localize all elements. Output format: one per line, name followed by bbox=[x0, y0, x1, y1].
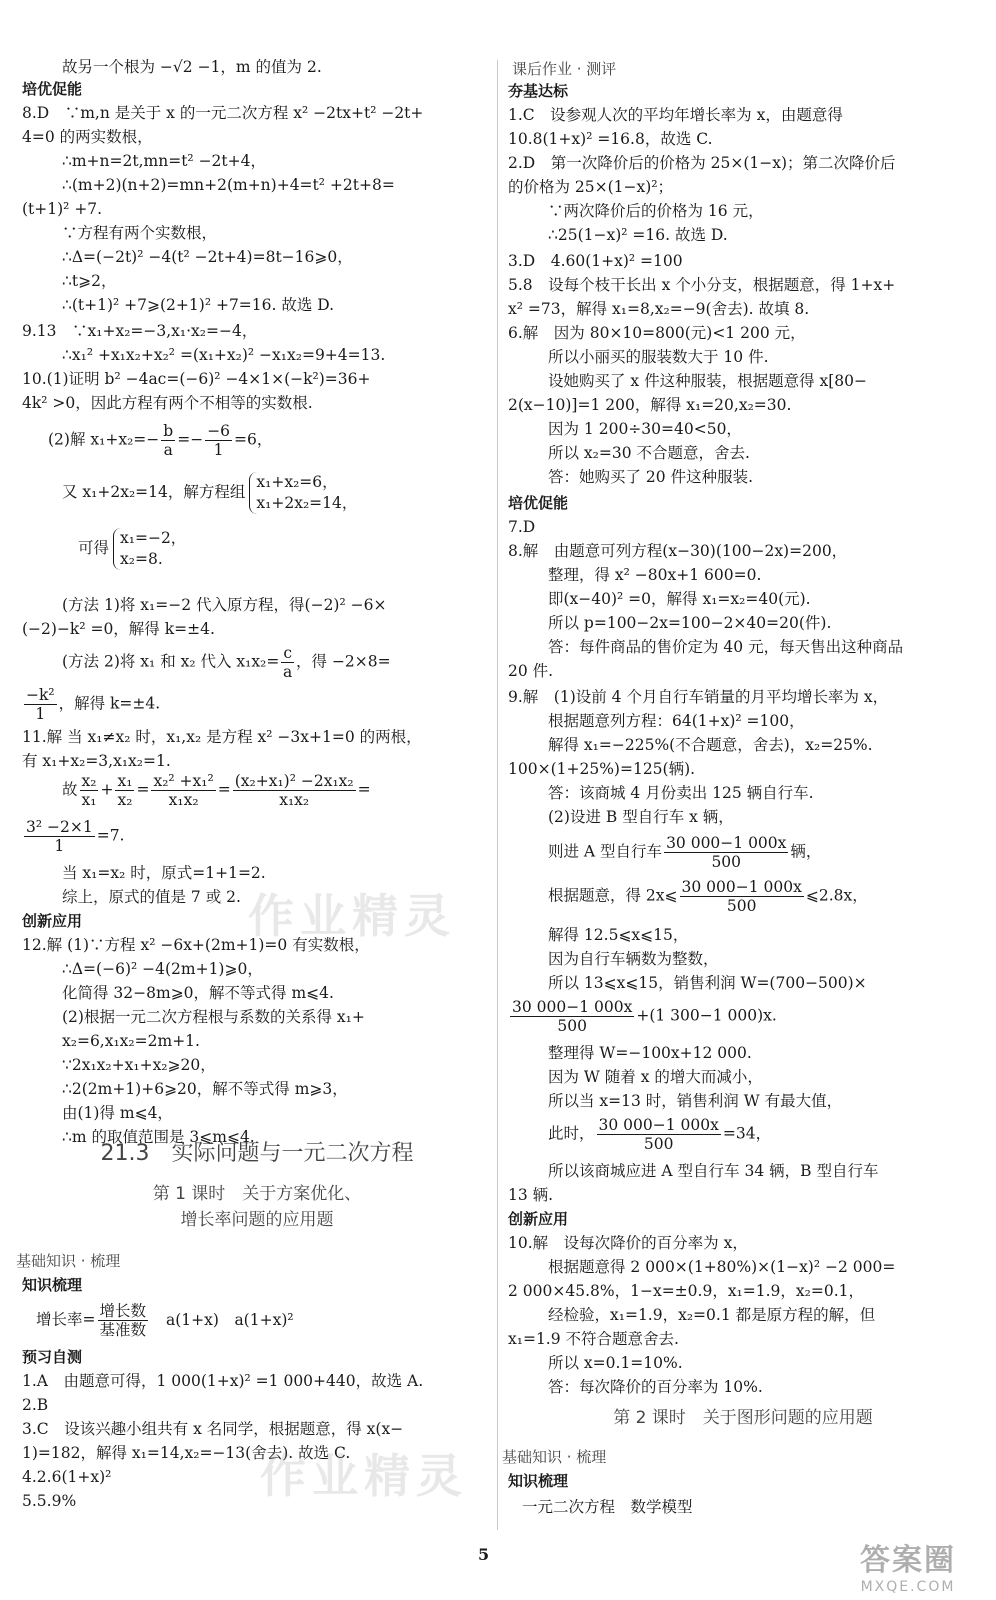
fraction bbox=[510, 998, 634, 1035]
text-line: 因为自行车辆数为整数， bbox=[548, 950, 719, 968]
numerator: c bbox=[283, 644, 293, 662]
text-fragment: =34， bbox=[722, 1124, 772, 1143]
formula-line bbox=[48, 422, 272, 459]
text-line: 所以 x=0.1=10%. bbox=[548, 1354, 683, 1372]
fraction bbox=[205, 422, 232, 459]
text-line: 答：每件商品的售价定为 40 元，每天售出这种商品 bbox=[548, 638, 904, 656]
text-fragment: = bbox=[357, 780, 371, 799]
text-line: 整理，得 x² −80x+1 600=0. bbox=[548, 566, 762, 584]
formula-line bbox=[548, 834, 821, 871]
text-line: 解得 x₁=−225%(不合题意，舍去)，x₂=25%. bbox=[548, 736, 873, 754]
text-line: 8.解 由题意可列方程(x−30)(100−2x)=200， bbox=[508, 542, 848, 560]
text-line: (−2)−k² =0，解得 k=±4. bbox=[22, 620, 215, 638]
section-heading: 知识梳理 bbox=[22, 1276, 83, 1294]
numerator: 30 000−1 000x bbox=[681, 878, 802, 896]
text-line: ∴x₁² +x₁x₂+x₂² =(x₁+x₂)² −x₁x₂=9+4=13. bbox=[62, 346, 386, 364]
text-line: ∴m+n=2t,mn=t² −2t+4， bbox=[62, 152, 266, 170]
fraction bbox=[597, 1116, 721, 1153]
text-line: 答：她购买了 20 件这种服装. bbox=[548, 468, 754, 486]
denominator: x₁ bbox=[81, 791, 97, 809]
text-fragment: 又 x₁+2x₂=14，解方程组 bbox=[62, 483, 246, 501]
formula-line bbox=[62, 772, 371, 809]
text-line: ∴Δ=(−2t)² −4(t² −2t+4)=8t−16⩾0， bbox=[62, 248, 353, 266]
column-divider bbox=[497, 60, 498, 1530]
denominator: 500 bbox=[643, 1135, 674, 1153]
text-line: x² =73，解得 x₁=8,x₂=−9(舍去). 故填 8. bbox=[508, 300, 810, 318]
text-line: 答：每次降价的百分率为 10%. bbox=[548, 1378, 763, 1396]
lesson-title: 增长率问题的应用题 bbox=[180, 1210, 334, 1230]
formula-line bbox=[548, 1116, 771, 1153]
formula-line bbox=[78, 528, 186, 570]
text-line: 综上，原式的值是 7 或 2. bbox=[62, 888, 241, 906]
text-line: ∵两次降价后的价格为 16 元， bbox=[548, 202, 764, 220]
equation: x₁+2x₂=14， bbox=[256, 494, 358, 512]
band-label: 基础知识 · 梳理 bbox=[16, 1252, 121, 1270]
text-line: 3.D 4.60(1+x)² =100 bbox=[508, 252, 683, 270]
formula-line bbox=[62, 472, 357, 514]
text-line: 1)=182，解得 x₁=14,x₂=−13(舍去). 故选 C. bbox=[22, 1444, 351, 1462]
numerator: −k² bbox=[26, 686, 55, 704]
equation-system bbox=[249, 472, 357, 514]
denominator: 500 bbox=[726, 897, 757, 915]
text-fragment: +(1 300−1 000)x. bbox=[636, 1006, 777, 1025]
denominator: 1 bbox=[213, 441, 224, 459]
logo-text: 答案圈 bbox=[860, 1543, 956, 1578]
text-line: 13 辆. bbox=[508, 1186, 554, 1204]
numerator: (x₂+x₁)² −2x₁x₂ bbox=[234, 772, 354, 790]
text-line: 4k² >0，因此方程有两个不相等的实数根. bbox=[22, 394, 313, 412]
site-logo bbox=[860, 1535, 956, 1595]
text-fragment: 此时， bbox=[548, 1124, 595, 1143]
text-line: ∴t⩾2， bbox=[62, 272, 117, 290]
numerator: b bbox=[163, 422, 174, 440]
band-label: 课后作业 · 测评 bbox=[512, 60, 617, 78]
text-line: 解得 12.5⩽x⩽15， bbox=[548, 926, 689, 944]
text-fragment: (2)解 x₁+x₂=− bbox=[48, 430, 160, 449]
text-line: 4.2.6(1+x)² bbox=[22, 1468, 112, 1486]
denominator: x₁x₂ bbox=[279, 791, 310, 809]
text-line: 5.5.9% bbox=[22, 1492, 77, 1510]
text-line: 即(x−40)² =0，解得 x₁=x₂=40(元). bbox=[548, 590, 811, 608]
numerator: 30 000−1 000x bbox=[598, 1116, 719, 1134]
text-line: 当 x₁=x₂ 时，原式=1+1=2. bbox=[62, 864, 266, 882]
denominator: 1 bbox=[54, 837, 65, 855]
numerator: 30 000−1 000x bbox=[666, 834, 787, 852]
formula-line bbox=[22, 818, 124, 855]
text-fragment: 增长率= bbox=[36, 1310, 96, 1329]
text-line: 9.13 ∵x₁+x₂=−3,x₁·x₂=−4， bbox=[22, 322, 258, 340]
denominator: x₁x₂ bbox=[168, 791, 199, 809]
text-fragment: = bbox=[136, 780, 150, 799]
text-line: ∴m 的取值范围是 3⩽m⩽4. bbox=[62, 1128, 255, 1146]
denominator: 500 bbox=[557, 1017, 587, 1035]
equation: x₂=8. bbox=[120, 550, 163, 568]
numerator: 3² −2×1 bbox=[26, 818, 93, 836]
section-heading: 知识梳理 bbox=[508, 1472, 569, 1490]
text-line: 整理得 W=−100x+12 000. bbox=[548, 1044, 752, 1062]
numerator: 30 000−1 000x bbox=[512, 998, 633, 1016]
text-fragment: ，解得 k=±4. bbox=[58, 694, 161, 713]
lesson-title: 第 1 课时 关于方案优化、 bbox=[152, 1184, 362, 1204]
text-line: 一元二次方程 数学模型 bbox=[522, 1498, 693, 1516]
text-line: ∴25(1−x)² =16. 故选 D. bbox=[548, 226, 728, 244]
denominator: 基准数 bbox=[99, 1321, 147, 1339]
fraction bbox=[24, 818, 95, 855]
fraction bbox=[98, 1302, 149, 1339]
text-line: x₂=6,x₁x₂=2m+1. bbox=[62, 1032, 200, 1050]
text-line: x₁=1.9 不符合题意舍去. bbox=[508, 1330, 679, 1348]
text-fragment: = bbox=[217, 780, 231, 799]
formula-line bbox=[548, 878, 868, 915]
lesson-title: 第 2 课时 关于图形问题的应用题 bbox=[613, 1408, 873, 1428]
numerator: 增长数 bbox=[99, 1302, 147, 1320]
fraction bbox=[115, 772, 134, 809]
text-line: 2 000×45.8%，1−x=±0.9，x₁=1.9，x₂=0.1， bbox=[508, 1282, 865, 1300]
text-line: 所以 x₂=30 不合题意，舍去. bbox=[548, 444, 750, 462]
text-line: ∴(m+2)(n+2)=mn+2(m+n)+4=t² +2t+8= bbox=[62, 176, 395, 194]
text-fragment: =7. bbox=[96, 826, 125, 845]
text-line: 1.C 设参观人次的平均年增长率为 x，由题意得 bbox=[508, 106, 843, 124]
text-line: 经检验，x₁=1.9，x₂=0.1 都是原方程的解，但 bbox=[548, 1306, 876, 1324]
text-line: 2.B bbox=[22, 1396, 49, 1414]
text-line: 2.D 第一次降价后的价格为 25×(1−x)；第二次降价后 bbox=[508, 154, 896, 172]
text-line: ∴Δ=(−6)² −4(2m+1)⩾0， bbox=[62, 960, 263, 978]
text-line: 所以 p=100−2x=100−2×40=20(件). bbox=[548, 614, 832, 632]
text-fragment: 故 bbox=[62, 780, 78, 799]
text-line: 10.8(1+x)² =16.8，故选 C. bbox=[508, 130, 713, 148]
watermark: 作业精灵 bbox=[260, 1449, 468, 1503]
fraction bbox=[233, 772, 356, 809]
text-line: 因为 W 随着 x 的增大而减小， bbox=[548, 1068, 763, 1086]
text-line: 化简得 32−8m⩾0，解不等式得 m⩽4. bbox=[62, 984, 334, 1002]
numerator: x₂ bbox=[81, 772, 97, 790]
text-line: 由(1)得 m⩽4， bbox=[62, 1104, 173, 1122]
text-line: 5.8 设每个枝干长出 x 个小分支，根据题意，得 1+x+ bbox=[508, 276, 896, 294]
text-line: (2)根据一元二次方程根与系数的关系得 x₁+ bbox=[62, 1008, 365, 1026]
text-fragment: ，得 −2×8= bbox=[296, 652, 391, 671]
text-line: ∵2x₁x₂+x₁+x₂⩾20， bbox=[62, 1056, 216, 1074]
formula-line bbox=[62, 644, 391, 681]
logo-url: MXQE.COM bbox=[860, 1579, 956, 1595]
numerator: −6 bbox=[207, 422, 231, 440]
text-line: 因为 1 200÷30=40<50， bbox=[548, 420, 742, 438]
text-line: (方法 1)将 x₁=−2 代入原方程，得(−2)² −6× bbox=[62, 596, 387, 614]
text-line: 10.(1)证明 b² −4ac=(−6)² −4×1×(−k²)=36+ bbox=[22, 370, 371, 388]
section-title: 21.3 实际问题与一元二次方程 bbox=[100, 1141, 414, 1166]
text-line: 3.C 设该兴趣小组共有 x 名同学，根据题意，得 x(x− bbox=[22, 1420, 404, 1438]
section-heading: 创新应用 bbox=[508, 1210, 569, 1228]
text-line: 100×(1+25%)=125(辆). bbox=[508, 760, 696, 778]
fraction bbox=[24, 686, 57, 723]
text-line: (t+1)² +7. bbox=[22, 200, 103, 218]
text-line: 6.解 因为 80×10=800(元)<1 200 元， bbox=[508, 324, 806, 342]
denominator: 1 bbox=[35, 705, 46, 723]
fraction bbox=[151, 772, 215, 809]
text-line: 11.解 当 x₁≠x₂ 时，x₁,x₂ 是方程 x² −3x+1=0 的两根， bbox=[22, 728, 422, 746]
text-line: 10.解 设每次降价的百分率为 x， bbox=[508, 1234, 748, 1252]
text-line: 的价格为 25×(1−x)²； bbox=[508, 178, 674, 196]
fraction bbox=[281, 644, 294, 681]
denominator: a bbox=[163, 441, 173, 459]
text-line: 2(x−10)]=1 200，解得 x₁=20,x₂=30. bbox=[508, 396, 792, 414]
text-line: 根据题意列方程：64(1+x)² =100， bbox=[548, 712, 805, 730]
text-fragment: a(1+x) a(1+x)² bbox=[166, 1310, 294, 1329]
text-fragment: =− bbox=[177, 430, 204, 449]
numerator: x₂² +x₁² bbox=[153, 772, 214, 790]
numerator: x₁ bbox=[117, 772, 133, 790]
text-fragment: ⩽2.8x， bbox=[805, 886, 868, 905]
text-line: ∵方程有两个实数根， bbox=[62, 224, 218, 242]
formula-line bbox=[22, 686, 160, 723]
text-line: 设她购买了 x 件这种服装，根据题意得 x[80− bbox=[548, 372, 868, 390]
text-line: 有 x₁+x₂=3,x₁x₂=1. bbox=[22, 752, 171, 770]
text-line: 8.D ∵m,n 是关于 x 的一元二次方程 x² −2tx+t² −2t+ bbox=[22, 104, 424, 122]
text-fragment: + bbox=[100, 780, 114, 799]
fraction bbox=[161, 422, 175, 459]
text-fragment: =6， bbox=[234, 430, 273, 449]
band-label: 基础知识 · 梳理 bbox=[502, 1448, 607, 1466]
fraction bbox=[80, 772, 99, 809]
equation-system bbox=[113, 528, 186, 570]
section-heading: 夯基达标 bbox=[508, 82, 569, 100]
fraction bbox=[680, 878, 804, 915]
text-line: 答：该商城 4 月份卖出 125 辆自行车. bbox=[548, 784, 814, 802]
text-line: 12.解 (1)∵方程 x² −6x+(2m+1)=0 有实数根， bbox=[22, 936, 370, 954]
text-fragment: 可得 bbox=[78, 539, 110, 557]
denominator: a bbox=[283, 663, 293, 681]
text-line: 根据题意得 2 000×(1+80%)×(1−x)² −2 000= bbox=[548, 1258, 896, 1276]
text-line: 所以该商城应进 A 型自行车 34 辆，B 型自行车 bbox=[548, 1162, 879, 1180]
text-line: ∴2(2m+1)+6⩾20，解不等式得 m⩾3， bbox=[62, 1080, 348, 1098]
section-heading: 培优促能 bbox=[508, 494, 569, 512]
text-line: 9.解 (1)设前 4 个月自行车销量的月平均增长率为 x， bbox=[508, 688, 889, 706]
text-line: ∴(t+1)² +7⩾(2+1)² +7=16. 故选 D. bbox=[62, 296, 335, 314]
formula-line bbox=[508, 998, 777, 1035]
text-line: 故另一个根为 −√2 −1，m 的值为 2. bbox=[62, 58, 322, 76]
text-line: 所以小丽买的服装数大于 10 件. bbox=[548, 348, 769, 366]
text-fragment: 根据题意，得 2x⩽ bbox=[548, 886, 678, 905]
text-line: 1.A 由题意可得，1 000(1+x)² =1 000+440，故选 A. bbox=[22, 1372, 424, 1390]
text-fragment: (方法 2)将 x₁ 和 x₂ 代入 x₁x₂= bbox=[62, 652, 280, 671]
watermark: 作业精灵 bbox=[248, 889, 456, 943]
formula-line bbox=[36, 1302, 294, 1339]
equation: x₁=−2， bbox=[120, 529, 187, 547]
text-line: 所以 13⩽x⩽15，销售利润 W=(700−500)× bbox=[548, 974, 867, 992]
section-heading: 培优促能 bbox=[22, 80, 83, 98]
text-line: 4=0 的两实数根， bbox=[22, 128, 153, 146]
text-line: 20 件. bbox=[508, 662, 554, 680]
equation: x₁+x₂=6， bbox=[256, 473, 338, 491]
text-line: 所以当 x=13 时，销售利润 W 有最大值， bbox=[548, 1092, 843, 1110]
denominator: x₂ bbox=[117, 791, 133, 809]
text-line: (2)设进 B 型自行车 x 辆， bbox=[548, 808, 734, 826]
text-fragment: 辆， bbox=[790, 842, 822, 861]
section-heading: 预习自测 bbox=[22, 1348, 83, 1366]
section-heading: 创新应用 bbox=[22, 912, 83, 930]
page-number: 5 bbox=[478, 1545, 490, 1564]
text-line: 7.D bbox=[508, 518, 536, 536]
denominator: 500 bbox=[711, 853, 742, 871]
text-fragment: 则进 A 型自行车 bbox=[548, 842, 663, 861]
fraction bbox=[664, 834, 788, 871]
